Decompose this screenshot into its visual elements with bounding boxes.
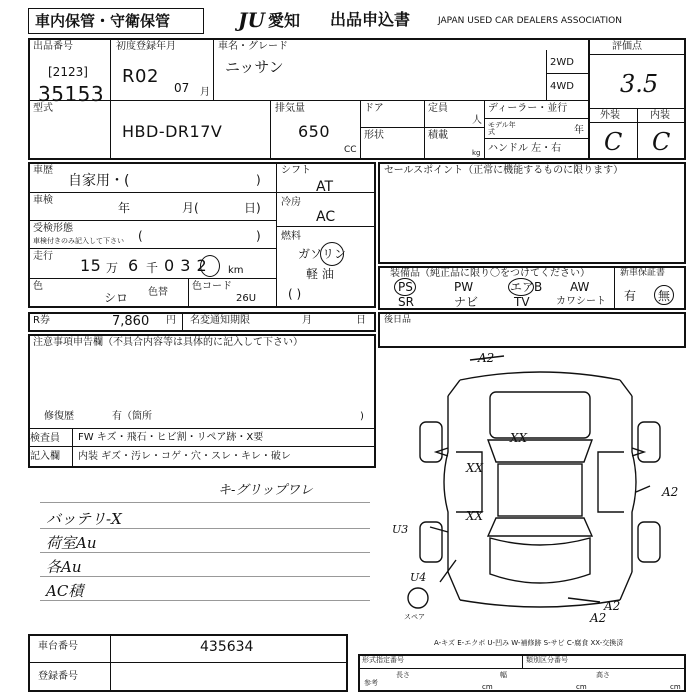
chassis-label: 車台番号 xyxy=(38,641,78,652)
tax-day: 日 xyxy=(356,315,366,326)
inspection-year: 年 xyxy=(118,201,131,215)
model-label: 型式 xyxy=(33,103,53,114)
recycle-label: R券 xyxy=(33,315,50,326)
hand-note-3: 荷室Au xyxy=(46,534,97,552)
color-code: 26U xyxy=(236,293,257,304)
repair-label: 修復歴 xyxy=(44,411,74,422)
car-name-label: 車名・グレード xyxy=(218,41,288,52)
warranty-yes: 有 xyxy=(624,289,637,303)
chassis-number: 435634 xyxy=(200,639,254,655)
registration-label: 初度登録年月 xyxy=(116,41,176,52)
dealer-label: ディーラー・並行 xyxy=(488,103,568,114)
rating-score: 3.5 xyxy=(620,70,659,98)
interior-row: 内装 ギズ・汚レ・コゲ・穴・スレ・キレ・破レ xyxy=(78,451,291,462)
rating-label: 評価点 xyxy=(612,41,642,52)
recycle-amount: 7,860 xyxy=(112,314,150,329)
model-year-unit: 年 xyxy=(574,125,584,136)
fuel-gas-circle xyxy=(320,242,344,266)
capacity-label: 定員 xyxy=(428,103,448,114)
door-label: ドア xyxy=(364,103,384,114)
interior-grade: C xyxy=(652,128,671,156)
fuel-label: 燃料 xyxy=(281,231,301,242)
displacement-label: 排気量 xyxy=(275,103,305,114)
length-unit: cm xyxy=(482,683,493,691)
mileage-circle xyxy=(200,255,220,277)
equip-tv: TV xyxy=(514,295,530,309)
car-damage-diagram xyxy=(400,352,680,632)
mileage-unit: km xyxy=(228,265,244,276)
color-label: 色 xyxy=(33,281,43,292)
mileage-label: 走行 xyxy=(33,251,53,262)
width-label: 幅 xyxy=(500,671,507,679)
equip-aw: AW xyxy=(570,280,590,294)
tax-month: 月 xyxy=(302,315,312,326)
capacity-unit: 人 xyxy=(472,115,482,126)
equip-airbag-circle xyxy=(508,278,534,296)
rear-date-box xyxy=(378,312,686,348)
hand-note-4: 各Au xyxy=(46,558,82,576)
fuel-diesel: 軽 油 xyxy=(306,267,334,281)
equipment-label: 装備品（純正品に限り〇をつけてください） xyxy=(390,268,590,279)
receive-open: ( xyxy=(138,229,143,243)
displacement-value: 650 xyxy=(298,122,331,141)
load-unit: kg xyxy=(472,149,481,157)
mileage-man-unit: 万 xyxy=(106,261,119,275)
hand-note-5: AC積 xyxy=(46,582,84,600)
lot-sub-number: [2123] xyxy=(48,65,88,79)
storage-title: 車内保管・守衛保管 xyxy=(35,12,171,30)
diagram-label-u4: U4 xyxy=(410,571,427,584)
length-label: 長さ xyxy=(396,671,410,679)
spare-label: スペア xyxy=(404,613,425,621)
warranty-no-circle xyxy=(654,285,674,305)
logo-text: 愛知 xyxy=(268,11,301,30)
warranty-no: 無 xyxy=(658,289,671,303)
mileage-sen-unit: 千 xyxy=(146,261,159,275)
hand-note-1: キ-グリップワレ xyxy=(218,483,313,498)
inspection-day: 日) xyxy=(244,201,261,215)
trunk xyxy=(490,538,590,583)
shift-label: シフト xyxy=(281,165,311,176)
equip-airbag: エアB xyxy=(510,280,543,294)
height-label: 高さ xyxy=(596,671,610,679)
registration-era-year: R02 xyxy=(122,66,159,87)
form-title: 出品申込書 xyxy=(330,10,411,29)
receive-close: ) xyxy=(256,229,261,243)
registration-month: 07 xyxy=(174,81,190,95)
shift-value: AT xyxy=(316,179,334,195)
lot-label: 出品番号 xyxy=(33,41,73,52)
diagram-label-a2-right: A2 xyxy=(662,485,679,499)
logo-mark: JU xyxy=(238,8,265,32)
repair-close: ) xyxy=(360,411,364,422)
registration-month-unit: 月 xyxy=(200,87,210,98)
repair-value: 有（箇所 xyxy=(112,411,152,422)
association-name: JAPAN USED CAR DEALERS ASSOCIATION xyxy=(438,16,622,26)
lot-number: 35153 xyxy=(38,82,105,106)
inspection-month: 月( xyxy=(182,201,199,215)
diagram-label-a2-bottom: A2 xyxy=(604,599,621,613)
equip-sr: SR xyxy=(398,295,414,309)
storage-title-box xyxy=(28,8,204,34)
shape-label: 形状 xyxy=(364,130,384,141)
sales-point-label: セールスポイント（正常に機能するものに限ります） xyxy=(384,165,624,176)
model-code: HBD-DR17V xyxy=(122,122,223,141)
ac-value: AC xyxy=(316,209,336,225)
width-unit: cm xyxy=(576,683,587,691)
height-unit: cm xyxy=(670,683,681,691)
diagram-label-a2-extra: A2 xyxy=(590,611,607,625)
notes-box xyxy=(28,334,376,468)
wheel-fr xyxy=(638,422,660,462)
diagram-label-u3: U3 xyxy=(392,523,409,536)
equip-ps-circle xyxy=(394,278,416,296)
warranty-label: 新車保証書 xyxy=(620,268,666,278)
load-label: 積載 xyxy=(428,130,448,141)
equip-pw: PW xyxy=(454,280,474,294)
rear-date-label: 後日品 xyxy=(384,315,412,325)
wheel-rr xyxy=(638,522,660,562)
fw-row: FW キズ・飛石・ヒビ割・リペア跡・X要 xyxy=(78,432,264,443)
steering-label: ハンドル 左・右 xyxy=(488,143,562,154)
equip-leather: カワシート xyxy=(556,296,606,307)
mileage-rest: 0 3 2 xyxy=(164,256,208,275)
ref-label: 参考 xyxy=(364,679,378,687)
front-bumper xyxy=(460,372,620,380)
car-name: ニッサン xyxy=(225,58,284,76)
color-value: シロ xyxy=(104,291,129,305)
windshield xyxy=(488,440,592,462)
drive-4wd: 4WD xyxy=(550,81,574,92)
mileage-sen: 6 xyxy=(128,256,139,275)
notes-title: 注意事項申告欄（不具合内容等は具体的に記入して下さい） xyxy=(33,337,303,348)
fuel-gas: ガソリン xyxy=(298,247,347,261)
history-close: ) xyxy=(256,173,261,187)
diagram-label-a2-top: A2 xyxy=(478,351,495,365)
color-code-label: 色コード xyxy=(192,281,232,292)
ac-label: 冷房 xyxy=(281,197,301,208)
history-value: 自家用・( xyxy=(68,173,130,189)
model-year-label: モデル年式 xyxy=(488,121,516,136)
wheel-fl xyxy=(420,422,442,462)
displacement-unit: CC xyxy=(344,145,357,155)
sales-point-box xyxy=(378,162,686,264)
exterior-label: 外装 xyxy=(600,110,620,121)
diagram-label-xx-1: XX xyxy=(466,461,484,475)
inspector-label: 検査員 xyxy=(30,433,60,444)
fuel-other: ( ) xyxy=(288,287,302,301)
inspection-label: 車検 xyxy=(33,195,53,206)
hood xyxy=(490,392,590,438)
color-changed-label: 色替 xyxy=(148,287,168,298)
diagram-legend: A-キズ E-エクボ U-凹み W-補修跡 S-サビ C-腐食 XX-交換済 xyxy=(434,639,624,647)
form-number-label: 形式指定番号 xyxy=(362,656,404,664)
exterior-grade: C xyxy=(604,128,623,156)
interior-label: 内装 xyxy=(650,110,670,121)
history-label: 車歴 xyxy=(33,165,53,176)
entry-label: 記入欄 xyxy=(30,451,60,462)
category-label: 類別区分番号 xyxy=(526,656,568,664)
receive-label: 受検形態 xyxy=(33,223,73,234)
recycle-unit: 円 xyxy=(166,315,176,326)
mileage-man: 15 xyxy=(80,256,102,275)
diagram-label-xx-2: XX xyxy=(466,509,484,523)
receive-note: 車検付きのみ記入して下さい xyxy=(33,237,124,245)
equip-navi: ナビ xyxy=(454,295,479,309)
roof xyxy=(498,464,582,516)
drive-2wd: 2WD xyxy=(550,57,574,68)
tax-label: 名変通知期限 xyxy=(190,315,250,326)
spare-tire xyxy=(408,588,428,608)
diagram-label-xx-3: XX xyxy=(510,431,528,445)
equip-ps: PS xyxy=(398,280,413,294)
reg-label: 登録番号 xyxy=(38,671,78,682)
hand-note-2: バッテリ-X xyxy=(46,510,122,528)
